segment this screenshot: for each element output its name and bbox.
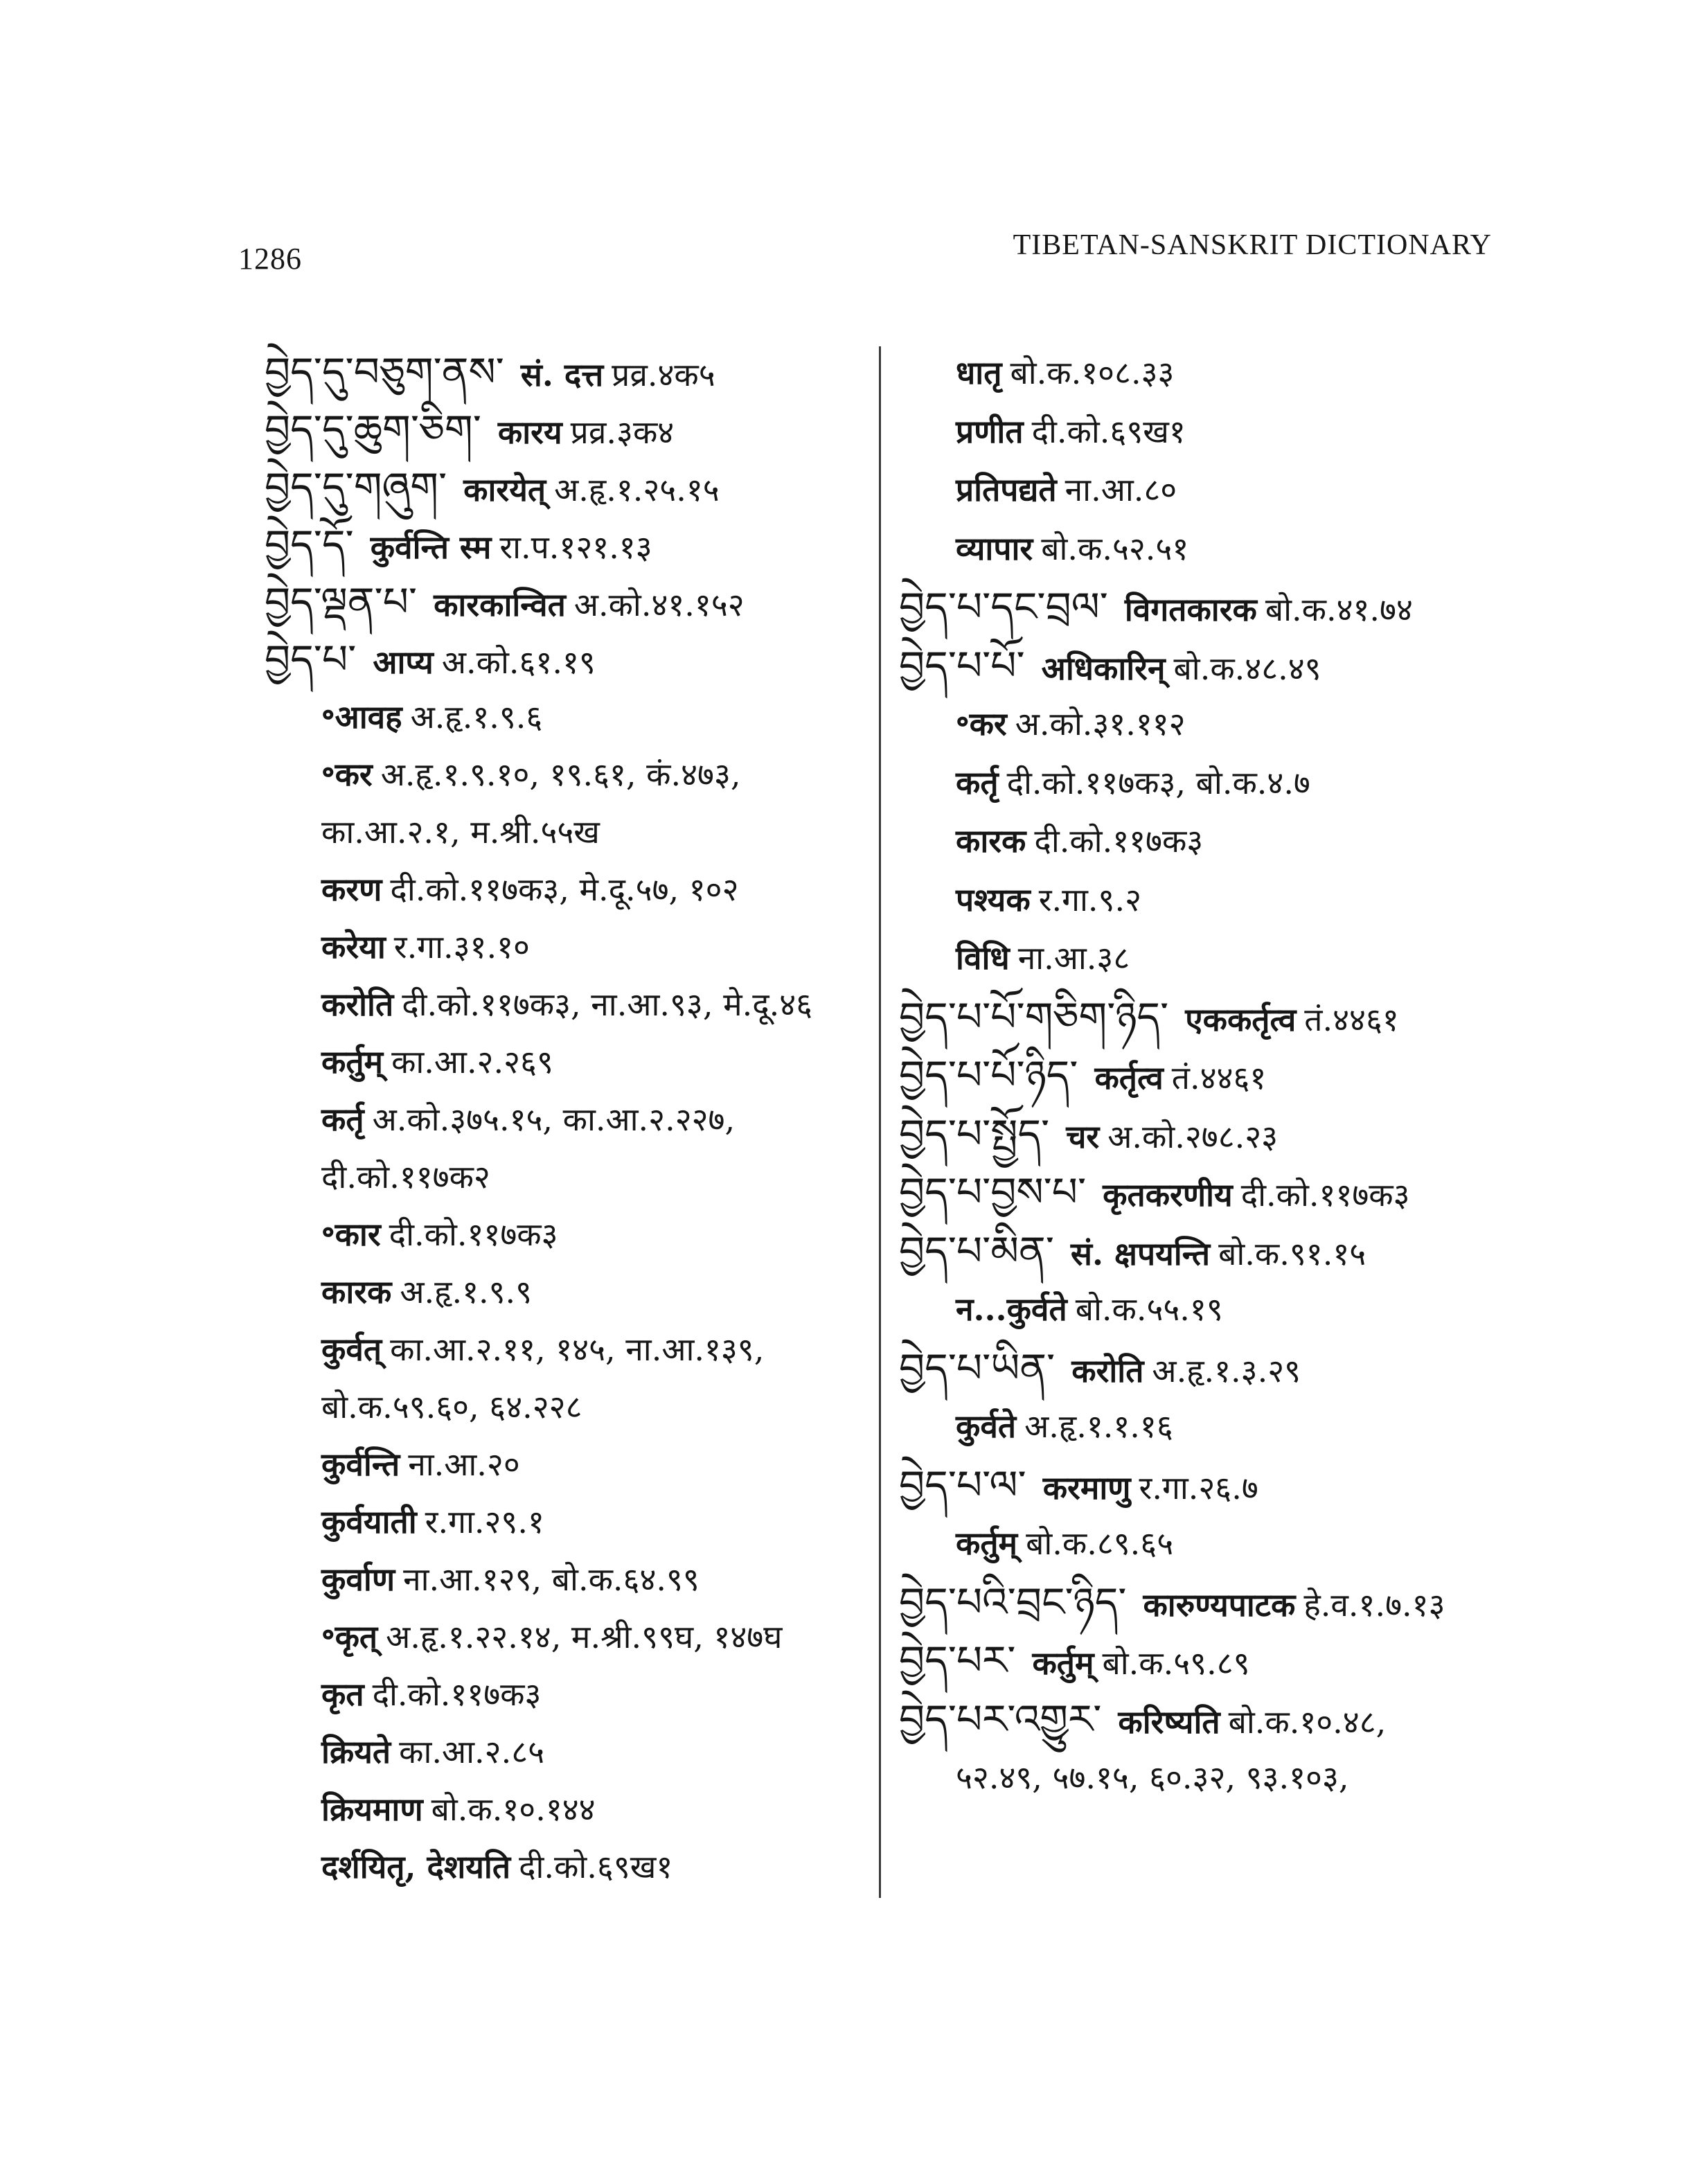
running-title: TIBETAN-SANSKRIT DICTIONARY <box>1013 229 1492 261</box>
sub-entry <box>265 1263 867 1321</box>
sanskrit-equivalent: कारुण्यपाटक <box>1143 1586 1296 1624</box>
sanskrit-equivalent: कारक <box>321 1273 392 1311</box>
sanskrit-equivalent: प्रतिपद्यते <box>956 471 1057 508</box>
sanskrit-equivalent: कृतकरणीय <box>1103 1176 1233 1214</box>
tibetan-headword: བྱེད་པ་དང་བྲལ་ <box>899 583 1108 630</box>
tibetan-headword: བྱེད་དུ་གཞུག་ <box>265 463 447 511</box>
sub-entry <box>265 1321 867 1378</box>
source-reference: ना.आ.२० <box>408 1446 520 1483</box>
tibetan-headword: བྱེད་པ་ལ་ <box>899 1461 1026 1509</box>
source-reference: अ.को.३७५.१५, का.आ.२.२२७, <box>372 1101 736 1138</box>
source-reference: बो.क.५९.८९ <box>1102 1644 1250 1682</box>
source-reference: बो.क.१०८.३३ <box>1010 354 1175 391</box>
sub-entry <box>265 1551 867 1608</box>
source-reference: बो.क.१०.१४४ <box>431 1791 596 1828</box>
sanskrit-equivalent: कर्तृत्व <box>1094 1059 1164 1097</box>
sanskrit-equivalent: कर्तृ <box>956 763 999 801</box>
source-reference: दी.को.११७क३ <box>1034 822 1204 860</box>
source-reference: र.गा.३१.१० <box>393 928 530 966</box>
dictionary-entry <box>265 574 867 631</box>
sanskrit-equivalent: धातृ <box>956 354 1002 391</box>
dictionary-entry <box>265 631 867 689</box>
sub-entry <box>265 918 867 976</box>
source-reference: अ.को.४१.१५२ <box>573 586 745 623</box>
sanskrit-equivalent: ॰कर <box>321 756 373 793</box>
sanskrit-equivalent: कारय <box>497 414 562 451</box>
sub-entry <box>899 520 1522 578</box>
sub-entry <box>265 976 867 1033</box>
tibetan-headword: བྱེད་པ་པོ་ཉིད་ <box>899 1051 1078 1099</box>
sub-entry <box>265 1493 867 1551</box>
source-reference: दी.को.११७क३ <box>1240 1176 1410 1214</box>
dictionary-entry <box>265 516 867 574</box>
reference-continuation <box>265 1378 867 1436</box>
source-reference: अ.हृ.१.३.२९ <box>1152 1351 1301 1390</box>
tibetan-headword: བྱེད་པ་སྤྱོད་ <box>899 1110 1050 1157</box>
source-reference: प्रव्र.४क५ <box>612 356 715 393</box>
page-number: 1286 <box>238 242 302 276</box>
source-reference: बो.क.५२.५१ <box>1041 529 1189 567</box>
tibetan-headword: བྱེད་པའི་བྲང་ཉིད་ <box>899 1578 1127 1626</box>
column-divider <box>879 346 881 1898</box>
sanskrit-equivalent: अधिकारिन् <box>1041 649 1166 687</box>
dictionary-entry <box>899 1631 1522 1690</box>
source-reference: र.गा.९.२ <box>1038 880 1142 918</box>
dictionary-entry <box>899 1105 1522 1164</box>
sanskrit-equivalent: ॰कर <box>956 705 1007 743</box>
source-reference: तं.४४६१ <box>1304 1000 1399 1038</box>
sub-entry <box>899 695 1522 754</box>
tibetan-headword: བྱེད་པར་འགྱུར་ <box>899 1695 1102 1743</box>
sub-entry <box>265 1608 867 1666</box>
tibetan-headword: བྱེད་པ་པོ་ <box>899 641 1025 689</box>
sanskrit-equivalent: कुर्वत् <box>321 1331 382 1368</box>
source-reference: का.आ.२.१, म.श्री.५५ख <box>321 813 600 851</box>
sanskrit-equivalent: कर्तुम् <box>956 1525 1018 1562</box>
tibetan-headword: བྱེད་དོ་ <box>265 521 354 568</box>
dictionary-entry <box>899 1046 1522 1105</box>
sanskrit-equivalent: चर <box>1066 1117 1100 1155</box>
sub-entry <box>265 1091 867 1148</box>
left-column <box>265 344 867 1896</box>
sub-entry <box>265 1723 867 1781</box>
sanskrit-equivalent: करिष्यति <box>1118 1703 1220 1741</box>
source-reference: दी.को.११७क३ <box>389 1216 558 1253</box>
dictionary-entry <box>899 578 1522 637</box>
source-reference: अ.हृ.१.९.९ <box>400 1273 533 1311</box>
source-reference: दी.को.६९ख१ <box>1031 412 1186 450</box>
sub-entry <box>265 689 867 746</box>
sanskrit-equivalent: एककर्तृत्व <box>1185 1000 1297 1038</box>
sub-entry <box>899 1397 1522 1456</box>
sanskrit-equivalent: कुर्वन्ति स्म <box>370 529 492 566</box>
sub-entry <box>265 1666 867 1723</box>
source-reference: दी.को.६९ख१ <box>519 1848 673 1885</box>
source-reference: बो.क.५९.६०, ६४.२२८ <box>321 1388 582 1426</box>
source-reference: बो.क.८९.६५ <box>1026 1525 1174 1562</box>
source-reference: प्रव्र.३क४ <box>570 414 675 451</box>
source-reference: ना.आ.८० <box>1065 471 1177 508</box>
source-reference: अ.को.६१.१९ <box>441 643 596 681</box>
tibetan-headword: བྱེད་པ་མིན་ <box>899 1227 1054 1275</box>
sanskrit-equivalent: व्यापार <box>956 529 1033 567</box>
sub-entry <box>265 1436 867 1493</box>
sanskrit-equivalent: कुर्वन्ति <box>321 1446 400 1483</box>
source-reference: अ.हृ.१.२५.१५ <box>554 471 720 508</box>
tibetan-headword: བྱེད་པར་ <box>899 1637 1016 1684</box>
sanskrit-equivalent: कारक <box>956 822 1026 860</box>
source-reference: बो.क.४१.७४ <box>1265 591 1413 628</box>
sanskrit-equivalent: करोति <box>321 986 394 1023</box>
source-reference: र.गा.२९.१ <box>425 1503 544 1541</box>
sanskrit-equivalent: ॰कृत् <box>321 1618 378 1655</box>
dictionary-entry <box>899 988 1522 1047</box>
source-reference: ५२.४९, ५७.१५, ६०.३२, ९३.१०३, <box>956 1759 1349 1796</box>
sanskrit-equivalent: करोति <box>1071 1351 1144 1390</box>
dictionary-entry <box>265 401 867 459</box>
sanskrit-equivalent: क्रियमाण <box>321 1791 423 1828</box>
source-reference: अ.को.३१.११२ <box>1015 705 1186 743</box>
sanskrit-equivalent: प्रणीत <box>956 412 1024 450</box>
sanskrit-equivalent: सं. क्षपयन्ति <box>1070 1234 1211 1272</box>
source-reference: बो.क.५५.१९ <box>1075 1290 1223 1328</box>
dictionary-entry <box>265 459 867 516</box>
sanskrit-equivalent: कर्तुम् <box>321 1043 384 1081</box>
sanskrit-equivalent: कुर्वते <box>956 1408 1017 1445</box>
tibetan-headword: བྱེད་དུ་ཆུག་ཅིག་ <box>265 406 481 453</box>
reference-continuation <box>899 1748 1522 1807</box>
source-reference: का.आ.२.२६९ <box>391 1043 553 1081</box>
sub-entry <box>265 1838 867 1896</box>
sanskrit-equivalent: करण <box>321 871 382 908</box>
sub-entry <box>265 746 867 804</box>
source-reference: का.आ.२.८५ <box>399 1733 545 1770</box>
dictionary-entry <box>899 1690 1522 1749</box>
sanskrit-equivalent: कुर्वाण <box>321 1561 395 1598</box>
source-reference: अ.हृ.१.२२.१४, म.श्री.९९घ, १४७घ <box>386 1618 783 1655</box>
sanskrit-equivalent: कारयेत् <box>463 471 546 508</box>
source-reference: ना.आ.३८ <box>1017 939 1130 977</box>
source-reference: अ.हृ.१.९.६ <box>410 698 543 736</box>
sanskrit-equivalent: कर्तुम् <box>1032 1644 1094 1682</box>
tibetan-headword: བྱེད་ལྡན་པ་ <box>265 578 418 625</box>
sanskrit-equivalent: ॰कार <box>321 1216 381 1253</box>
source-reference: अ.हृ.१.९.१०, १९.६१, कं.४७३, <box>380 756 741 793</box>
sub-entry <box>265 1206 867 1263</box>
dictionary-entry <box>899 1456 1522 1515</box>
source-reference: बो.क.१०.४८, <box>1228 1703 1387 1741</box>
source-reference: तं.४४६१ <box>1171 1059 1267 1097</box>
source-reference: हे.व.१.७.१३ <box>1303 1586 1445 1624</box>
source-reference: अ.हृ.१.१.१६ <box>1024 1408 1173 1445</box>
reference-continuation <box>265 1148 867 1206</box>
sanskrit-equivalent: कृत <box>321 1676 364 1713</box>
source-reference: का.आ.२.११, १४५, ना.आ.१३९, <box>390 1331 765 1368</box>
source-reference: र.गा.२६.७ <box>1139 1468 1258 1507</box>
sub-entry <box>899 344 1522 402</box>
dictionary-entry <box>899 637 1522 695</box>
sanskrit-equivalent: क्रियते <box>321 1733 391 1770</box>
sub-entry <box>899 1280 1522 1339</box>
tibetan-headword: བྱེད་དུ་བཅུག་ནས་ <box>265 348 504 396</box>
source-reference: रा.प.१२१.१३ <box>499 529 652 566</box>
source-reference: बो.क.४८.४९ <box>1173 649 1321 687</box>
sanskrit-equivalent: पश्यक <box>956 880 1031 918</box>
sub-entry <box>899 929 1522 988</box>
right-column <box>899 344 1522 1807</box>
source-reference: अ.को.२७८.२३ <box>1107 1117 1279 1155</box>
sanskrit-equivalent: कारकान्वित <box>434 586 566 623</box>
sanskrit-equivalent: विगतकारक <box>1124 591 1257 628</box>
dictionary-entry <box>899 1573 1522 1632</box>
sub-entry <box>899 812 1522 871</box>
source-reference: बो.क.९१.१५ <box>1218 1234 1366 1272</box>
tibetan-headword: བྱེད་པ་བྱས་པ་ <box>899 1169 1087 1216</box>
tibetan-headword: བྱེད་པ་ <box>265 636 357 683</box>
sub-entry <box>899 754 1522 813</box>
sanskrit-equivalent: दर्शयितृ, देशयति <box>321 1848 511 1885</box>
sub-entry <box>899 461 1522 520</box>
source-reference: दी.को.११७क३, मे.दू.५७, १०२ <box>390 871 739 908</box>
sub-entry <box>265 1781 867 1838</box>
sanskrit-equivalent: ॰आवह <box>321 698 402 736</box>
sub-entry <box>899 1514 1522 1573</box>
dictionary-entry <box>899 1163 1522 1222</box>
sanskrit-equivalent: आप्य <box>373 643 434 681</box>
dictionary-entry <box>899 1339 1522 1398</box>
sanskrit-equivalent: करेया <box>321 928 386 966</box>
sanskrit-equivalent: करमाणु <box>1042 1468 1131 1507</box>
source-reference: दी.को.११७क३, बो.क.४.७ <box>1006 763 1310 801</box>
dictionary-entry <box>899 1222 1522 1281</box>
source-reference: दी.को.११७क३, ना.आ.९३, मे.दू.४६ <box>402 986 813 1023</box>
dictionary-entry <box>265 344 867 401</box>
sub-entry <box>265 1033 867 1091</box>
sanskrit-equivalent: कुर्वयाती <box>321 1503 417 1541</box>
sub-entry <box>265 861 867 918</box>
sanskrit-equivalent: सं. दत्त <box>520 356 604 393</box>
tibetan-headword: བྱེད་པ་ཡིན་ <box>899 1344 1056 1392</box>
source-reference: दी.को.११७क२ <box>321 1158 490 1196</box>
tibetan-headword: བྱེད་པ་པོ་གཅིག་ཉིད་ <box>899 993 1169 1040</box>
sanskrit-equivalent: कर्तृ <box>321 1101 364 1138</box>
sub-entry <box>899 871 1522 930</box>
reference-continuation <box>265 804 867 861</box>
sanskrit-equivalent: न...कुर्वते <box>956 1290 1067 1328</box>
sub-entry <box>899 402 1522 461</box>
source-reference: दी.को.११७क३ <box>372 1676 542 1713</box>
sanskrit-equivalent: विधि <box>956 939 1010 977</box>
source-reference: ना.आ.१२९, बो.क.६४.९९ <box>403 1561 700 1598</box>
